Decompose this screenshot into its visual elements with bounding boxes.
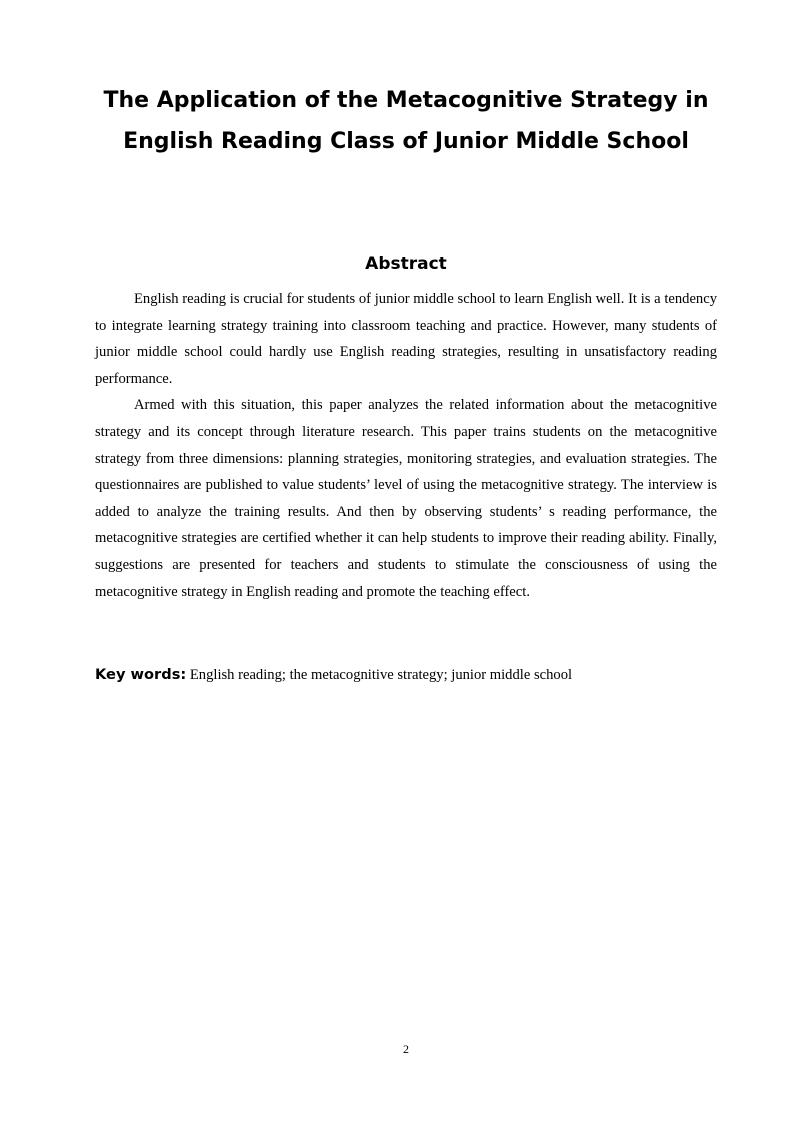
- page-number: 2: [403, 1042, 409, 1056]
- keywords-label: Key words:: [95, 666, 187, 683]
- document-title: The Application of the Metacognitive Strategy in English Reading Class of Junior Middle School: [103, 88, 709, 154]
- abstract-heading: Abstract: [365, 254, 447, 274]
- abstract-body: [95, 286, 717, 605]
- keywords-text: English reading; the metacognitive strategy; junior middle school: [189, 667, 573, 683]
- abstract-paragraph: Armed with this situation, this paper analyzes the related information about the metacognitive strategy and its concept through literature research. This paper trains students on the metacognitive strategy from three dimensions: planning strategies, monitoring strategies, and evaluation strategies. The questionnaires are published to value students’ level of using the metacognitive strategy. The interview is added to analyze the training results. And then by observing students’ s reading performance, the metacognitive strategies are certified whether it can help students to improve their reading ability. Finally, suggestions are presented for teachers and students to stimulate the consciousness of using the metacognitive strategy in English reading and promote the teaching effect.: [95, 397, 717, 600]
- abstract-paragraph: English reading is crucial for students of junior middle school to learn English well. It is a tendency to integrate learning strategy training into classroom teaching and practice. However, many students of junior middle school could hardly use English reading strategies, resulting in unsatisfactory reading performance.: [95, 291, 717, 387]
- keywords-line: [95, 662, 717, 688]
